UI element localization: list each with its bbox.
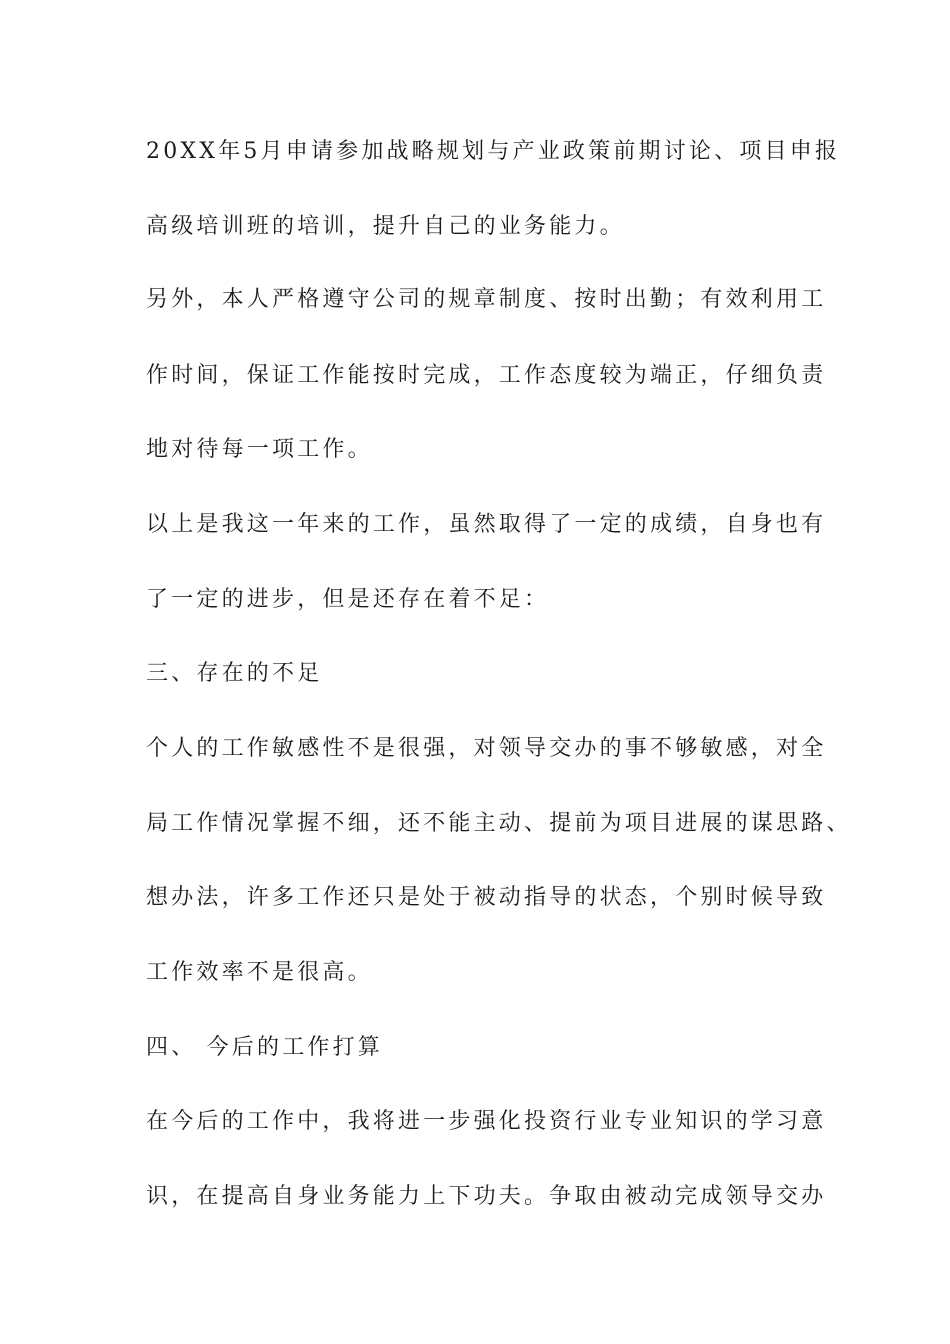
- paragraph-line: 20XX年5月申请参加战略规划与产业政策前期讨论、项目申报: [146, 139, 841, 164]
- paragraph-line: 工作效率不是很高。: [146, 960, 373, 985]
- section-heading: 四、 今后的工作打算: [146, 1035, 383, 1060]
- paragraph-line: 想办法，许多工作还只是处于被动指导的状态，个别时候导致: [146, 885, 827, 910]
- paragraph-line: 地对待每一项工作。: [146, 437, 373, 462]
- paragraph-line: 个人的工作敏感性不是很强，对领导交办的事不够敏感，对全: [146, 736, 827, 761]
- section-heading: 三、存在的不足: [146, 661, 323, 686]
- paragraph-line: 局工作情况掌握不细，还不能主动、提前为项目进展的谋思路、: [146, 811, 852, 836]
- paragraph-line: 作时间，保证工作能按时完成，工作态度较为端正，仔细负责: [146, 363, 827, 388]
- paragraph-line: 另外，本人严格遵守公司的规章制度、按时出勤；有效利用工: [146, 287, 827, 312]
- paragraph-line: 以上是我这一年来的工作，虽然取得了一定的成绩，自身也有: [146, 512, 827, 537]
- paragraph-line: 了一定的进步，但是还存在着不足：: [146, 587, 550, 612]
- paragraph-line: 高级培训班的培训，提升自己的业务能力。: [146, 214, 625, 239]
- paragraph-line: 在今后的工作中，我将进一步强化投资行业专业知识的学习意: [146, 1109, 827, 1134]
- paragraph-line: 识，在提高自身业务能力上下功夫。争取由被动完成领导交办: [146, 1184, 827, 1209]
